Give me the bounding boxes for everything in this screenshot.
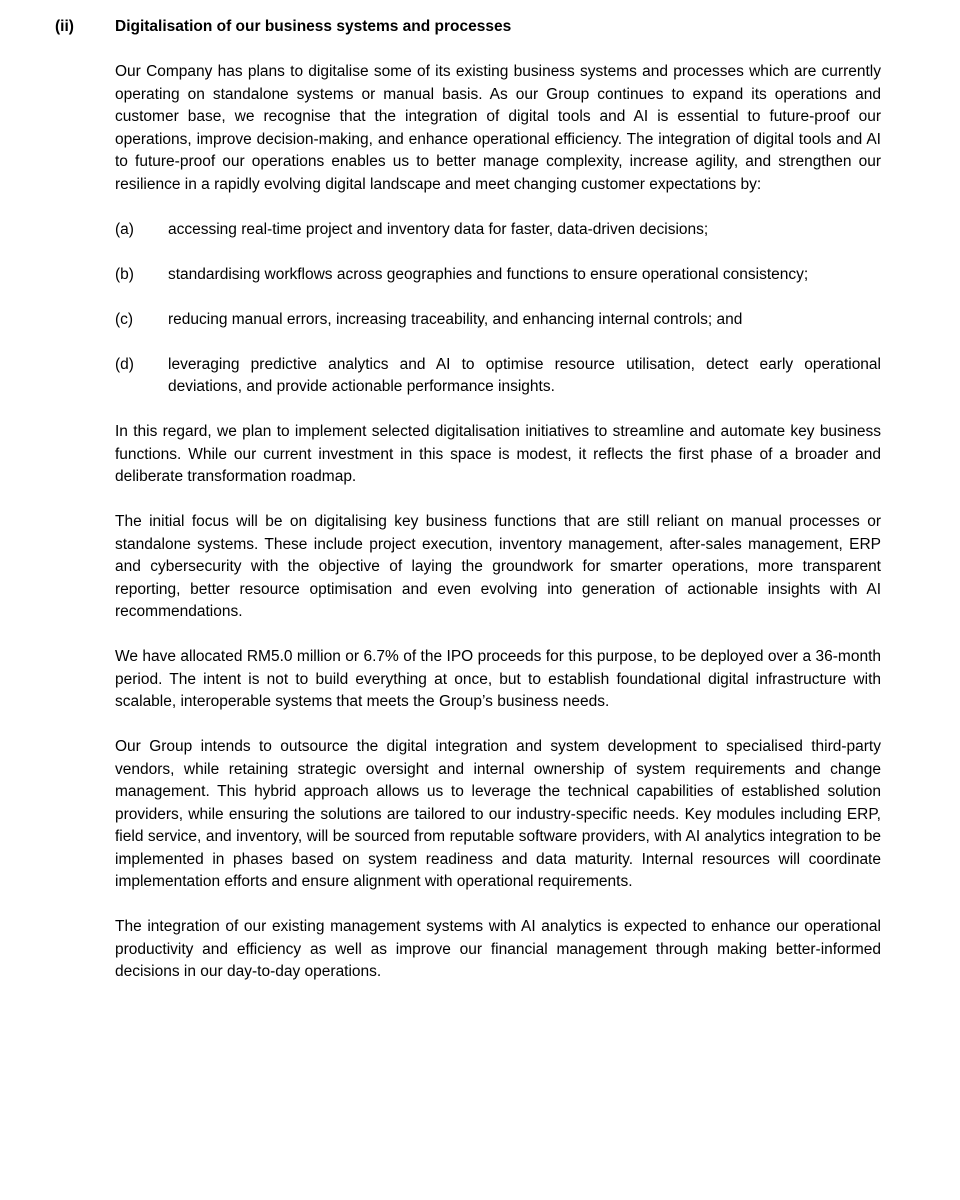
section-heading [55, 16, 960, 39]
section-title: Digitalisation of our business systems and processes [115, 18, 512, 35]
list-marker-a: (a) [115, 220, 134, 238]
paragraph-in-this-regard: In this regard, we plan to implement selected digitalisation initiatives to streamline and automate key business functions. While our current investment in this space is modest, it reflects the first phase of a broader and deliberate transformation roadmap. [115, 423, 881, 485]
paragraph-initial-focus: The initial focus will be on digitalising key business functions that are still reliant on manual processes or standalone systems. These include project execution, inventory management, after-sales management, ERP and cybersecurity with the objective of laying the groundwork for smarter operations, more transparent reporting, better resource optimisation and even evolving into generation of actionable insights with AI recommendations. [115, 513, 881, 620]
list-item-a-text: accessing real-time project and inventory data for faster, data-driven decisions; [168, 220, 709, 238]
list-item-d [115, 354, 881, 399]
section-body [115, 61, 881, 984]
paragraph-intro: Our Company has plans to digitalise some of its existing business systems and processes which are currently operating on standalone systems or manual basis. As our Group continues to expand its operations and customer base, we recognise that the integration of digital tools and AI is essential to future-proof our operations, improve decision-making, and enhance operational efficiency. The integration of digital tools and AI to future-proof our operations enables us to better manage complexity, increase agility, and strengthen our resilience in a rapidly evolving digital landscape and meet changing customer expectations by: [115, 63, 881, 193]
section-number: (ii) [55, 18, 74, 35]
paragraph-ipo-allocation: We have allocated RM5.0 million or 6.7% of the IPO proceeds for this purpose, to be deployed over a 36-month period. The intent is not to build everything at once, but to establish foundational digital infrastructure with scalable, interoperable systems that meets the Group’s business needs. [115, 648, 881, 710]
paragraph-outsourcing: Our Group intends to outsource the digital integration and system development to specialised third-party vendors, while retaining strategic oversight and internal ownership of system requirements and change management. This hybrid approach allows us to leverage the technical capabilities of established solution providers, while ensuring the solutions are tailored to our industry-specific needs. Key modules including ERP, field service, and inventory, will be sourced from reputable software providers, with AI analytics integration to be implemented in phases based on system readiness and data maturity. Internal resources will coordinate implementation efforts and ensure alignment with operational requirements. [115, 738, 881, 890]
paragraph-ai-integration-benefits: The integration of our existing management systems with AI analytics is expected to enhance our operational productivity and efficiency as well as improve our financial management through making better-informed decisions in our day-to-day operations. [115, 918, 881, 980]
list-marker-c: (c) [115, 310, 134, 328]
list-item-b [115, 264, 881, 287]
list-item-c [115, 309, 881, 332]
list-item-c-text: reducing manual errors, increasing traceability, and enhancing internal controls; and [168, 310, 743, 328]
list-item-d-text: leveraging predictive analytics and AI to optimise resource utilisation, detect early operational deviations, and provide actionable performance insights. [168, 355, 881, 395]
list-marker-d: (d) [115, 355, 134, 373]
list-item-b-text: standardising workflows across geographies and functions to ensure operational consistency; [168, 265, 809, 283]
list-marker-b: (b) [115, 265, 134, 283]
list-item-a [115, 219, 881, 242]
